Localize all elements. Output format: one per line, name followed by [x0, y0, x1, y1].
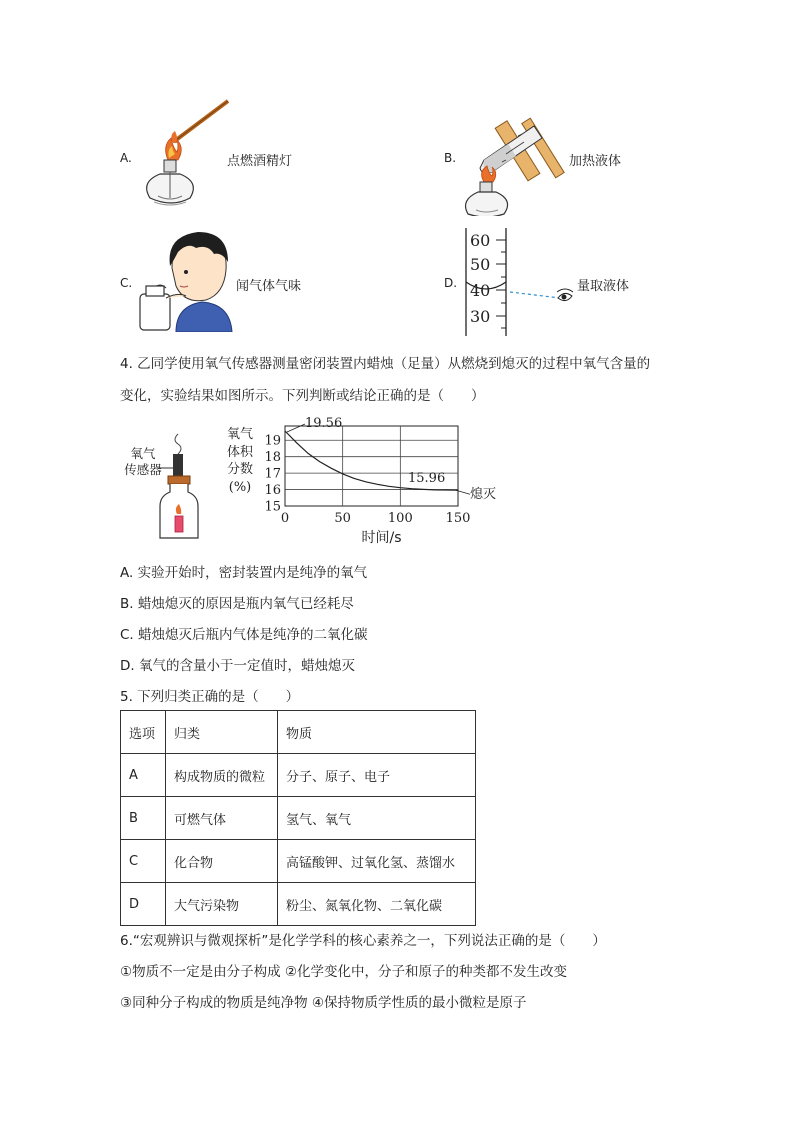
end-value-annotation: 15.96	[408, 471, 446, 487]
q4-option-c: C. 蜡烛熄灭后瓶内气体是纯净的二氧化碳	[120, 627, 368, 643]
table-row	[121, 797, 476, 840]
x-tick-label: 0	[280, 511, 290, 526]
smelling-gas-illustration	[136, 228, 236, 332]
table-cell: B	[121, 797, 166, 840]
option-b-letter: B.	[444, 151, 457, 165]
chart-ylabel-line4: (%)	[228, 479, 252, 495]
q5-stem: 5. 下列归类正确的是（ ）	[120, 689, 300, 705]
x-tick-label: 100	[387, 511, 413, 526]
option-b-label: 加热液体	[569, 154, 622, 169]
cylinder-tick-40: 40	[470, 281, 491, 300]
sealed-bottle-with-candle-illustration	[158, 432, 200, 542]
option-c-label: 闻气体气味	[236, 279, 302, 294]
q4-option-d: D. 氧气的含量小于一定值时，蜡烛熄灭	[120, 658, 355, 674]
table-cell: 高锰酸钾、过氧化氢、蒸馏水	[278, 840, 476, 883]
classification-table	[120, 710, 476, 926]
chart-ylabel-line3: 分数	[226, 462, 253, 477]
table-cell: A	[121, 754, 166, 797]
table-cell: 大气污染物	[166, 883, 278, 926]
y-tick-label: 17	[264, 466, 281, 482]
start-annotation-leader	[287, 424, 305, 432]
start-value-annotation: 19.56	[305, 416, 343, 431]
option-d-letter: D.	[444, 276, 458, 290]
table-row	[121, 883, 476, 926]
table-header-cell: 归类	[166, 711, 278, 754]
table-cell: 氢气、氧气	[278, 797, 476, 840]
table-cell: 粉尘、氮氧化物、二氧化碳	[278, 883, 476, 926]
option-a-letter: A.	[120, 151, 132, 165]
y-tick-label: 16	[264, 483, 281, 499]
y-tick-label: 15	[264, 499, 281, 515]
table-cell: 构成物质的微粒	[166, 754, 278, 797]
oxygen-content-line-chart	[250, 416, 510, 552]
chart-ylabel-line1: 氧气	[226, 427, 253, 442]
cylinder-tick-60: 60	[470, 231, 491, 250]
table-cell: C	[121, 840, 166, 883]
sensor-label-line2: 传感器	[124, 462, 162, 477]
end-note-annotation: 熄灭	[470, 487, 497, 503]
heating-liquid-illustration	[462, 100, 570, 216]
q6-statements-line1: ①物质不一定是由分子构成 ②化学变化中，分子和原子的种类都不发生改变	[120, 964, 567, 980]
sensor-label-line1: 氧气	[130, 446, 156, 461]
table-header-row	[121, 711, 476, 754]
measuring-cylinder-illustration	[462, 226, 582, 338]
cylinder-tick-50: 50	[470, 255, 491, 274]
plot-frame	[285, 426, 458, 506]
q6-stem: 6.“宏观辨识与微观探析”是化学学科的核心素养之一，下列说法正确的是（ ）	[120, 933, 606, 949]
q4-option-b: B. 蜡烛熄灭的原因是瓶内氧气已经耗尽	[120, 596, 354, 612]
q4-option-a: A. 实验开始时，密封装置内是纯净的氧气	[120, 565, 368, 581]
table-header-cell: 选项	[121, 711, 166, 754]
cylinder-tick-30: 30	[470, 307, 491, 326]
table-row	[121, 840, 476, 883]
option-a-label: 点燃酒精灯	[227, 154, 293, 169]
q4-stem-line1: 4. 乙同学使用氧气传感器测量密闭装置内蜡烛（足量）从燃烧到熄灭的过程中氧气含量的	[120, 356, 651, 372]
x-tick-label: 150	[445, 511, 471, 526]
y-tick-label: 19	[264, 433, 281, 449]
table-header-cell: 物质	[278, 711, 476, 754]
table-cell: 分子、原子、电子	[278, 754, 476, 797]
table-row	[121, 754, 476, 797]
x-tick-label: 50	[334, 511, 351, 526]
q4-stem-line2: 变化，实验结果如图所示。下列判断或结论正确的是（ ）	[120, 388, 485, 404]
chart-ylabel-line2: 体积	[226, 444, 253, 460]
q6-statements-line2: ③同种分子构成的物质是纯净物 ④保持物质学性质的最小微粒是原子	[120, 995, 527, 1011]
alcohol-lamp-lighting-illustration	[138, 98, 232, 216]
option-d-label: 量取液体	[577, 279, 630, 294]
y-tick-label: 18	[264, 450, 281, 466]
table-cell: 可燃气体	[166, 797, 278, 840]
option-c-letter: C.	[120, 276, 133, 290]
x-axis-label: 时间/s	[361, 530, 402, 546]
table-cell: 化合物	[166, 840, 278, 883]
table-cell: D	[121, 883, 166, 926]
